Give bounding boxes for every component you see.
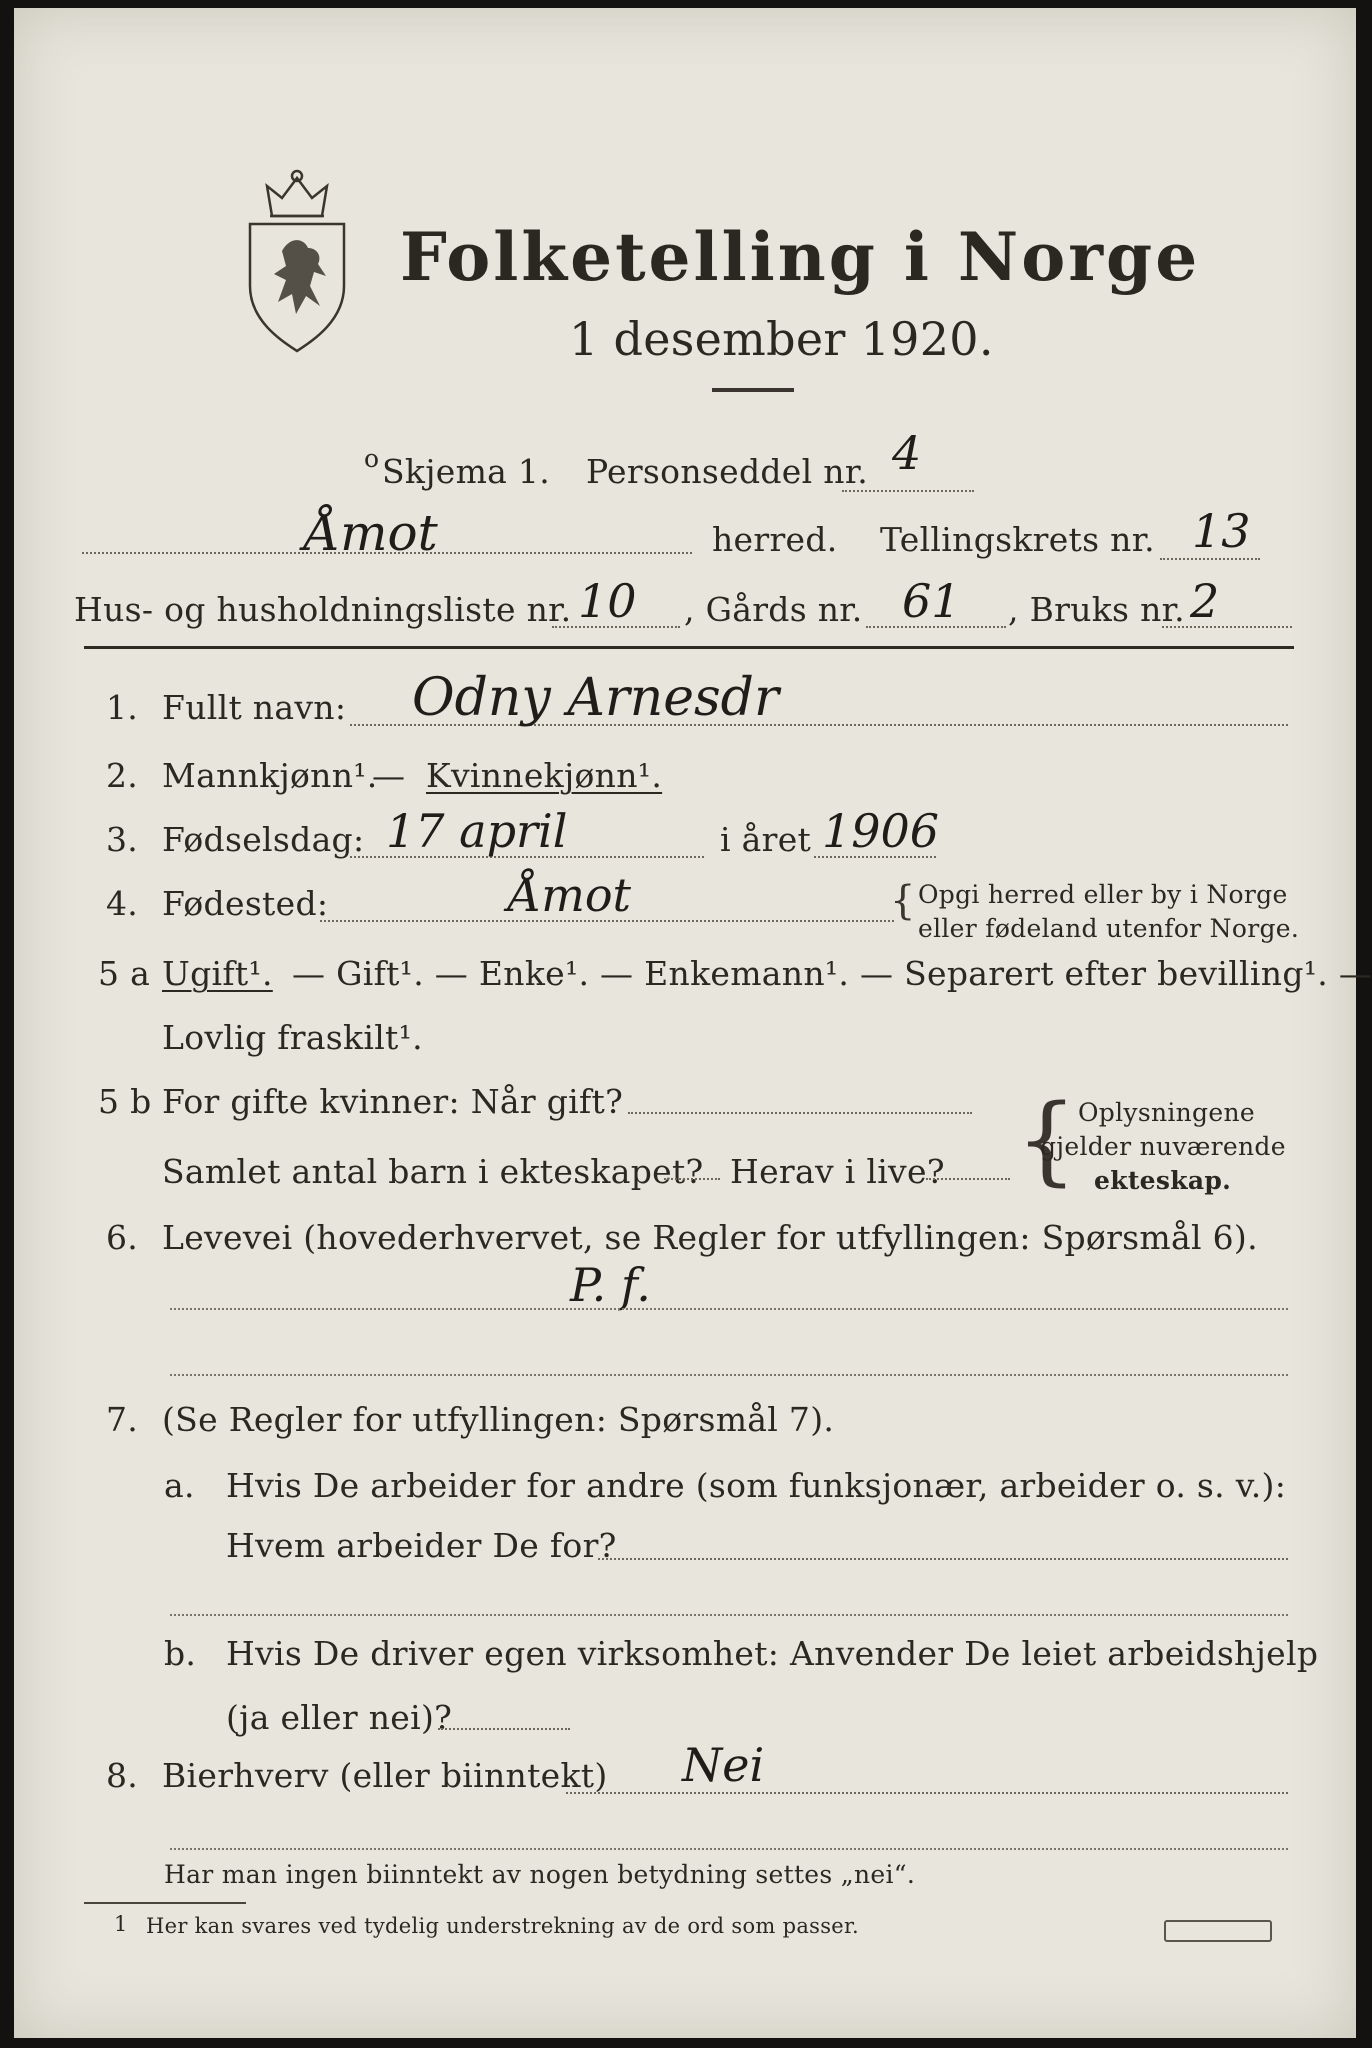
skjema-mark: o xyxy=(364,444,380,473)
q4-birthplace-value: Åmot xyxy=(508,868,632,922)
q5b-children-label: Samlet antal barn i ekteskapet? xyxy=(162,1152,704,1191)
q6-occupation-value: P. f. xyxy=(570,1258,651,1312)
q3-label: Fødselsdag: xyxy=(162,820,365,859)
q3-year-value: 1906 xyxy=(822,804,940,858)
q8-number: 8. xyxy=(106,1756,139,1795)
herred-value: Åmot xyxy=(304,504,438,562)
q7b-number: b. xyxy=(164,1634,197,1673)
q2-dash: — xyxy=(372,756,406,795)
q5b-when-married-label: For gifte kvinner: Når gift? xyxy=(162,1082,624,1121)
q5a-line2: Lovlig fraskilt¹. xyxy=(162,1018,423,1057)
q7a-number: a. xyxy=(164,1466,195,1505)
q5a-ugift-selected: Ugift¹. xyxy=(162,954,273,993)
husholdningsliste-label: Hus- og husholdningsliste nr. xyxy=(74,590,572,629)
personseddel-label: Personseddel nr. xyxy=(586,452,869,491)
coat-of-arms-icon xyxy=(232,156,362,356)
q8-value: Nei xyxy=(682,1738,765,1792)
tellingskrets-label: Tellingskrets nr. xyxy=(880,520,1155,559)
skjema-label: Skjema 1. xyxy=(382,452,551,491)
q7-label: (Se Regler for utfyllingen: Spørsmål 7). xyxy=(162,1400,835,1439)
q1-number: 1. xyxy=(106,688,139,727)
q3-birthday-value: 17 april xyxy=(386,804,568,858)
bruks-value: 2 xyxy=(1190,574,1220,628)
q3-number: 3. xyxy=(106,820,139,859)
q5b-note-2: gjelder nuværende xyxy=(1040,1132,1286,1161)
herred-label: herred. xyxy=(712,520,838,559)
q7b-text-1: Hvis De driver egen virksomhet: Anvender De leiet arbeidshjelp xyxy=(226,1634,1319,1673)
q2-female-selected: Kvinnekjønn¹. xyxy=(426,756,663,795)
form-title: Folketelling i Norge xyxy=(400,218,1201,296)
q5b-brace: { xyxy=(1016,1084,1078,1196)
q5a-number: 5 a xyxy=(98,954,151,993)
footnote-divider xyxy=(84,1902,246,1904)
q5a-ugift xyxy=(162,954,273,993)
bruks-label: , Bruks nr. xyxy=(1008,590,1185,629)
q3-year-label: i året xyxy=(720,820,812,859)
q4-note-1: Opgi herred eller by i Norge xyxy=(918,880,1288,909)
q2-female xyxy=(426,756,662,795)
q7a-text-1: Hvis De arbeider for andre (som funksjonær, arbeider o. s. v.): xyxy=(226,1466,1287,1505)
q4-number: 4. xyxy=(106,884,139,923)
title-divider xyxy=(712,388,794,392)
q5b-alive-label: Herav i live? xyxy=(730,1152,945,1191)
q8-label: Bierhverv (eller biinntekt) xyxy=(162,1756,608,1795)
q7a-text-2: Hvem arbeider De for? xyxy=(226,1526,617,1565)
q4-note-2: eller fødeland utenfor Norge. xyxy=(918,914,1300,943)
q5b-note-1: Oplysningene xyxy=(1078,1098,1255,1127)
personseddel-value: 4 xyxy=(892,426,922,480)
census-form-page xyxy=(14,8,1372,2038)
tellingskrets-value: 13 xyxy=(1192,504,1251,558)
q4-brace: { xyxy=(890,878,916,924)
footnote-text: Her kan svares ved tydelig understrekning av de ord som passer. xyxy=(146,1914,860,1938)
printer-stamp xyxy=(1164,1920,1272,1942)
q5a-options: — Gift¹. — Enke¹. — Enkemann¹. — Separert efter bevilling¹. — xyxy=(292,954,1372,993)
q2-number: 2. xyxy=(106,756,139,795)
header-divider xyxy=(84,646,1294,649)
q7b-text-2: (ja eller nei)? xyxy=(226,1698,453,1737)
q1-full-name: Odny Arnesdr xyxy=(412,668,779,728)
q5b-note-3: ekteskap. xyxy=(1094,1166,1232,1195)
q1-label: Fullt navn: xyxy=(162,688,347,727)
q5b-number: 5 b xyxy=(98,1082,152,1121)
q7-number: 7. xyxy=(106,1400,139,1439)
gards-label: , Gårds nr. xyxy=(684,590,863,629)
footnote-mark: 1 xyxy=(114,1912,128,1936)
gards-value: 61 xyxy=(902,574,961,628)
q2-male: Mannkjønn¹. xyxy=(162,756,378,795)
q6-number: 6. xyxy=(106,1218,139,1257)
footer-note: Har man ingen biinntekt av nogen betydning settes „nei“. xyxy=(164,1860,916,1889)
q6-label: Levevei (hovederhvervet, se Regler for utfyllingen: Spørsmål 6). xyxy=(162,1218,1258,1257)
husholdningsliste-value: 10 xyxy=(578,574,637,628)
census-date: 1 desember 1920. xyxy=(569,312,994,366)
q4-label: Fødested: xyxy=(162,884,329,923)
